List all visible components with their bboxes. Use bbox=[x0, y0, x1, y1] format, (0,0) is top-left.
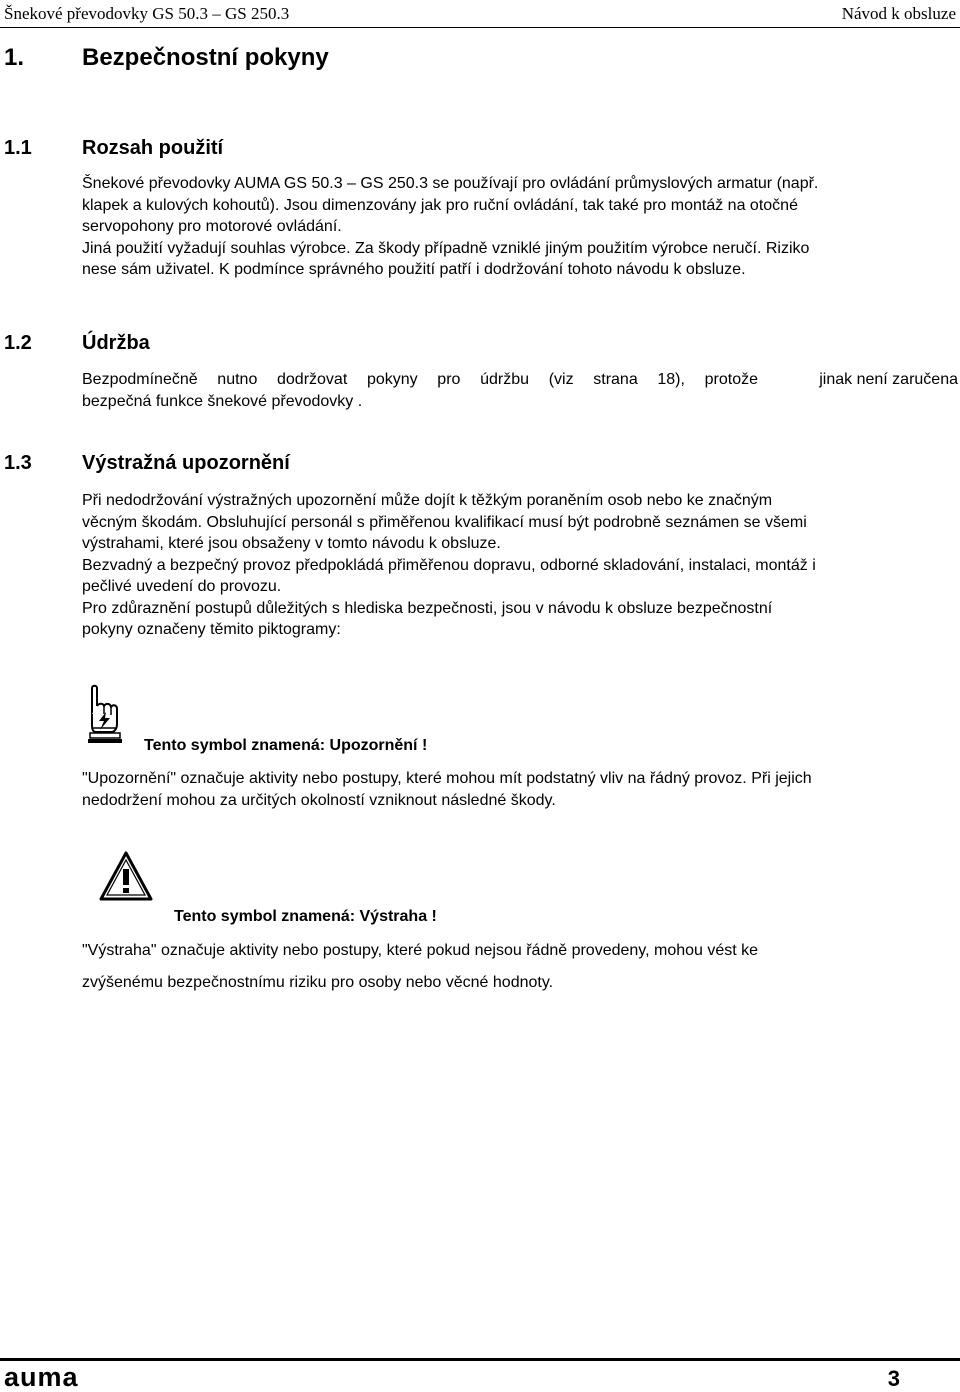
body-line: Při nedodržování výstražných upozornění může dojít k těžkým poraněním osob nebo ke značným bbox=[82, 492, 773, 509]
section-1-1-heading bbox=[0, 137, 960, 163]
body-line: jinak není zaručena bbox=[819, 371, 958, 388]
body-line: Bezvadný a bezpečný provoz předpokládá přiměřenou dopravu, odborné skladování, instalaci, montáž i bbox=[82, 556, 816, 574]
body-line: servopohony pro motorové ovládání. bbox=[82, 218, 342, 235]
header-document-title: Šnekové převodovky GS 50.3 – GS 250.3 bbox=[4, 4, 290, 23]
section-1-heading bbox=[0, 44, 960, 76]
notice-body bbox=[82, 768, 954, 811]
body-line: klapek a kulových kohoutů). Jsou dimenzovány jak pro ruční ovládání, tak také pro montáž na otočné bbox=[82, 196, 798, 214]
body-line: nese sám uživatel. K podmínce správného použití patří i dodržování tohoto návodu k obsluze. bbox=[82, 261, 746, 278]
section-title: Bezpečnostní pokyny bbox=[82, 44, 329, 71]
section-number: 1.1 bbox=[4, 137, 32, 159]
pointing-hand-icon bbox=[82, 684, 124, 748]
body-line: nedodržení mohou za určitých okolností vzniknout následné škody. bbox=[82, 791, 556, 809]
section-title: Rozsah použití bbox=[82, 137, 224, 159]
body-line: Šnekové převodovky AUMA GS 50.3 – GS 250.3 se používají pro ovládání průmyslových armatur (např. bbox=[82, 175, 819, 192]
warning-caption: Tento symbol znamená: Výstraha ! bbox=[174, 908, 437, 925]
notice-caption: Tento symbol znamená: Upozornění ! bbox=[144, 737, 428, 754]
body-line: "Upozornění" označuje aktivity nebo postupy, které mohou mít podstatný vliv na řádný provoz. Při jejich bbox=[82, 770, 812, 787]
header-divider bbox=[0, 27, 960, 28]
section-number: 1. bbox=[4, 44, 25, 71]
warning-triangle-icon bbox=[98, 850, 154, 902]
section-1-2-heading bbox=[0, 332, 960, 358]
body-line: Pro zdůraznění postupů důležitých s hlediska bezpečnosti, jsou v návodu k obsluze bezpečnostní bbox=[82, 599, 773, 617]
body-line: Bezpodmínečně nutno dodržovat pokyny pro údržbu (viz strana 18), protože bbox=[82, 371, 758, 388]
warning-body-line-1: "Výstraha" označuje aktivity nebo postupy, které pokud nejsou řádně provedeny, mohou vést ke bbox=[82, 942, 759, 959]
section-title: Údržba bbox=[82, 332, 150, 354]
footer-divider bbox=[0, 1358, 960, 1361]
body-line: Jiná použití vyžadují souhlas výrobce. Za škody případně vzniklé jiným použitím výrobce neručí. Riziko bbox=[82, 239, 810, 257]
section-1-2-body bbox=[82, 369, 958, 412]
section-title: Výstražná upozornění bbox=[82, 452, 290, 474]
body-line: pokyny označeny těmito piktogramy: bbox=[82, 621, 341, 638]
warning-body-line-2: zvýšenému bezpečnostnímu riziku pro osoby nebo věcné hodnoty. bbox=[82, 974, 554, 991]
auma-logo: auma bbox=[4, 1362, 79, 1392]
body-line: bezpečná funkce šnekové převodovky . bbox=[82, 392, 363, 410]
body-line: věcným škodám. Obsluhující personál s přiměřenou kvalifikací musí být podrobně seznámen se všemi bbox=[82, 513, 807, 531]
section-1-1-body bbox=[82, 173, 954, 281]
body-line: výstrahami, které jsou obsaženy v tomto návodu k obsluze. bbox=[82, 535, 501, 552]
header-manual-label: Návod k obsluze bbox=[841, 4, 956, 23]
section-number: 1.2 bbox=[4, 332, 32, 354]
body-line: pečlivé uvedení do provozu. bbox=[82, 578, 282, 595]
section-number: 1.3 bbox=[4, 452, 32, 474]
section-1-3-heading bbox=[0, 452, 960, 478]
section-1-3-body bbox=[82, 490, 954, 641]
page-number: 3 bbox=[887, 1366, 900, 1391]
